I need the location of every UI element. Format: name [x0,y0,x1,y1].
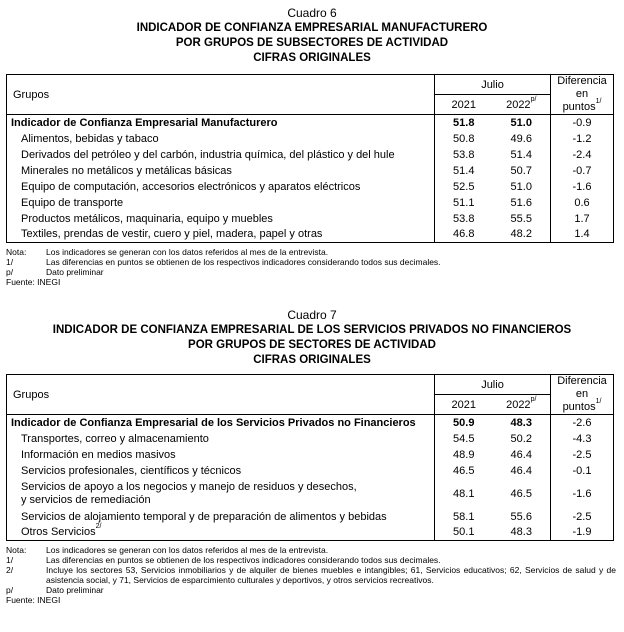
row-label: Información en medios masivos [21,448,176,461]
header-grupos: Grupos [13,388,50,401]
cuadro-7-titles [0,308,624,368]
header-dif-line1: Diferencia [557,375,607,387]
table-row [7,479,614,509]
fuente: Fuente: INEGI [6,277,61,287]
row-label: Servicios de alojamiento temporal y de preparación de alimentos y bebidas [21,510,387,523]
row-2021: 51.1 [435,195,493,211]
table-row [7,525,614,541]
row-label: Transportes, correo y almacenamiento [21,432,209,445]
row-2022: 49.6 [510,132,532,145]
cuadro-7-cifras: CIFRAS ORIGINALES [253,354,371,366]
row-label: Indicador de Confianza Empresarial de los Servicios Privados no Financieros [11,416,416,429]
row-2022: 51.6 [510,196,532,209]
cuadro-7-label: Cuadro 7 [287,308,337,322]
row-dif: -0.1 [551,463,614,479]
header-diferencia [551,75,614,115]
header-dif-line2: en puntos [562,88,596,113]
header-grupos: Grupos [13,88,50,101]
row-2021: 58.1 [435,509,493,525]
row-2021: 50.1 [435,525,493,541]
row-dif: -0.7 [551,163,614,179]
table-row [7,163,614,179]
cuadro-6-table [6,74,614,243]
row-label: Equipo de transporte [21,196,124,209]
row-2021: 50.8 [435,131,493,147]
cuadro-7-title: INDICADOR DE CONFIANZA EMPRESARIAL DE LOS SERVICIOS PRIVADOS NO FINANCIEROS [52,324,572,336]
row-label: Alimentos, bebidas y tabaco [21,132,159,145]
cuadro-6-subtitle: POR GRUPOS DE SUBSECTORES DE ACTIVIDAD [175,37,449,49]
row-label: Derivados del petróleo y del carbón, industria química, del plástico y del hule [21,148,395,161]
table-row [7,179,614,195]
cuadro-6-title: INDICADOR DE CONFIANZA EMPRESARIAL MANUFACTURERO [136,22,488,34]
cuadro-6-label: Cuadro 6 [287,6,337,20]
row-label: Productos metálicos, maquinaria, equipo y muebles [21,212,273,225]
row-dif: -2.6 [551,415,614,431]
row-2021: 46.5 [435,463,493,479]
note-text: Dato preliminar [46,585,104,595]
table-row [7,147,614,163]
fuente: Fuente: INEGI [6,595,61,605]
header-2021: 2021 [435,95,493,115]
row-2021: 53.8 [435,211,493,227]
row-label: Minerales no metálicos y metálicas básicas [21,164,232,177]
row-2022: 46.4 [510,464,532,477]
table-row [7,447,614,463]
header-2022-text: 2022 [506,98,531,111]
note-key: p/ [6,267,14,277]
row-2022: 48.3 [510,526,532,539]
header-2022-sup: p/ [530,95,537,103]
row-2022: 50.2 [510,432,532,445]
row-dif: -2.5 [551,447,614,463]
row-dif: -4.3 [551,431,614,447]
row-2022: 55.6 [510,510,532,523]
note-text: Dato preliminar [46,267,104,277]
row-label [7,479,435,509]
row-2021: 51.8 [435,115,493,131]
note-key: p/ [6,585,14,595]
row-2022: 55.5 [510,212,532,225]
cuadro-6-notes [6,247,616,287]
row-dif: 1.7 [551,211,614,227]
row-2022: 50.7 [510,164,532,177]
header-dif-sup: 1/ [595,398,602,405]
row-dif: -1.9 [551,525,614,541]
row-2021: 52.5 [435,179,493,195]
row-dif: 1.4 [551,227,614,243]
cuadro-7-subtitle: POR GRUPOS DE SECTORES DE ACTIVIDAD [188,339,436,351]
header-mes: Julio [435,75,551,95]
table-row [7,431,614,447]
row-2021: 50.9 [435,415,493,431]
table-row [7,463,614,479]
header-2022-sup: p/ [530,395,537,403]
row-2022: 51.0 [510,180,532,193]
note-key: 1/ [6,257,14,267]
note-text: Los indicadores se generan con los datos referidos al mes de la entrevista. [46,247,329,257]
row-label-line2: y servicios de remediación [21,493,151,506]
header-2022-text: 2022 [506,398,531,411]
row-2021: 51.4 [435,163,493,179]
row-2021: 46.8 [435,227,493,243]
table-row [7,115,614,131]
row-2021: 53.8 [435,147,493,163]
row-2022: 51.0 [510,116,532,129]
cuadro-7 [0,308,624,368]
header-dif-sup: 1/ [595,98,602,105]
row-2022: 46.5 [510,487,532,500]
header-dif-line2: en puntos [562,388,596,413]
row-2022: 51.4 [510,148,532,161]
row-2021: 48.1 [435,479,493,509]
row-dif: -1.6 [551,479,614,509]
row-label: Equipo de computación, accesorios electrónicos y aparatos eléctricos [21,180,361,193]
row-dif: -1.6 [551,179,614,195]
cuadro-6-cifras: CIFRAS ORIGINALES [253,52,371,64]
row-dif: -2.5 [551,509,614,525]
table-row [7,195,614,211]
note-key: 2/ [6,565,14,575]
note-text: Las diferencias en puntos se obtienen de los respectivos indicadores considerando todos sus decimales. [46,555,441,565]
table-row [7,415,614,431]
note-key: 1/ [6,555,14,565]
row-label-sup: 2/ [95,523,102,531]
header-dif-line1: Diferencia [557,75,607,87]
cuadro-7-table [6,374,614,541]
header-mes: Julio [435,375,551,395]
header-2021: 2021 [435,395,493,415]
row-label: Textiles, prendas de vestir, cuero y piel, madera, papel y otras [21,228,323,241]
header-diferencia [551,375,614,415]
row-label [7,525,435,541]
row-dif: 0.6 [551,195,614,211]
row-2022: 48.3 [510,416,532,429]
row-dif: -0.9 [551,115,614,131]
note-text: Las diferencias en puntos se obtienen de los respectivos indicadores considerando todos sus decimales. [46,257,441,267]
table-row [7,211,614,227]
note-text: Incluye los sectores 53, Servicios inmobiliarios y de alquiler de bienes muebles e intangibles; 61, Servicios educativos; 62, Servicios de salud y de asistencia social, y 71, Servicios de esparcimiento culturales y deportivos, y otros servicios recreativos. [46,565,616,585]
header-2022 [493,395,551,415]
row-label: Servicios profesionales, científicos y técnicos [21,464,242,477]
row-2021: 54.5 [435,431,493,447]
cuadro-6-titles [0,6,624,66]
row-2022: 48.2 [510,228,532,241]
row-2021: 48.9 [435,447,493,463]
cuadro-7-notes [6,545,616,605]
table-row [7,131,614,147]
note-key: Nota: [6,247,27,257]
row-dif: -1.2 [551,131,614,147]
note-key: Nota: [6,545,27,555]
row-2022: 46.4 [510,448,532,461]
row-label-line1: Servicios de apoyo a los negocios y manejo de residuos y desechos, [21,480,357,493]
row-dif: -2.4 [551,147,614,163]
row-label-text: Otros Servicios [21,526,96,539]
note-text: Los indicadores se generan con los datos referidos al mes de la entrevista. [46,545,329,555]
table-row [7,227,614,243]
cuadro-6 [0,6,624,66]
header-2022 [493,95,551,115]
row-label: Indicador de Confianza Empresarial Manufacturero [11,116,278,129]
